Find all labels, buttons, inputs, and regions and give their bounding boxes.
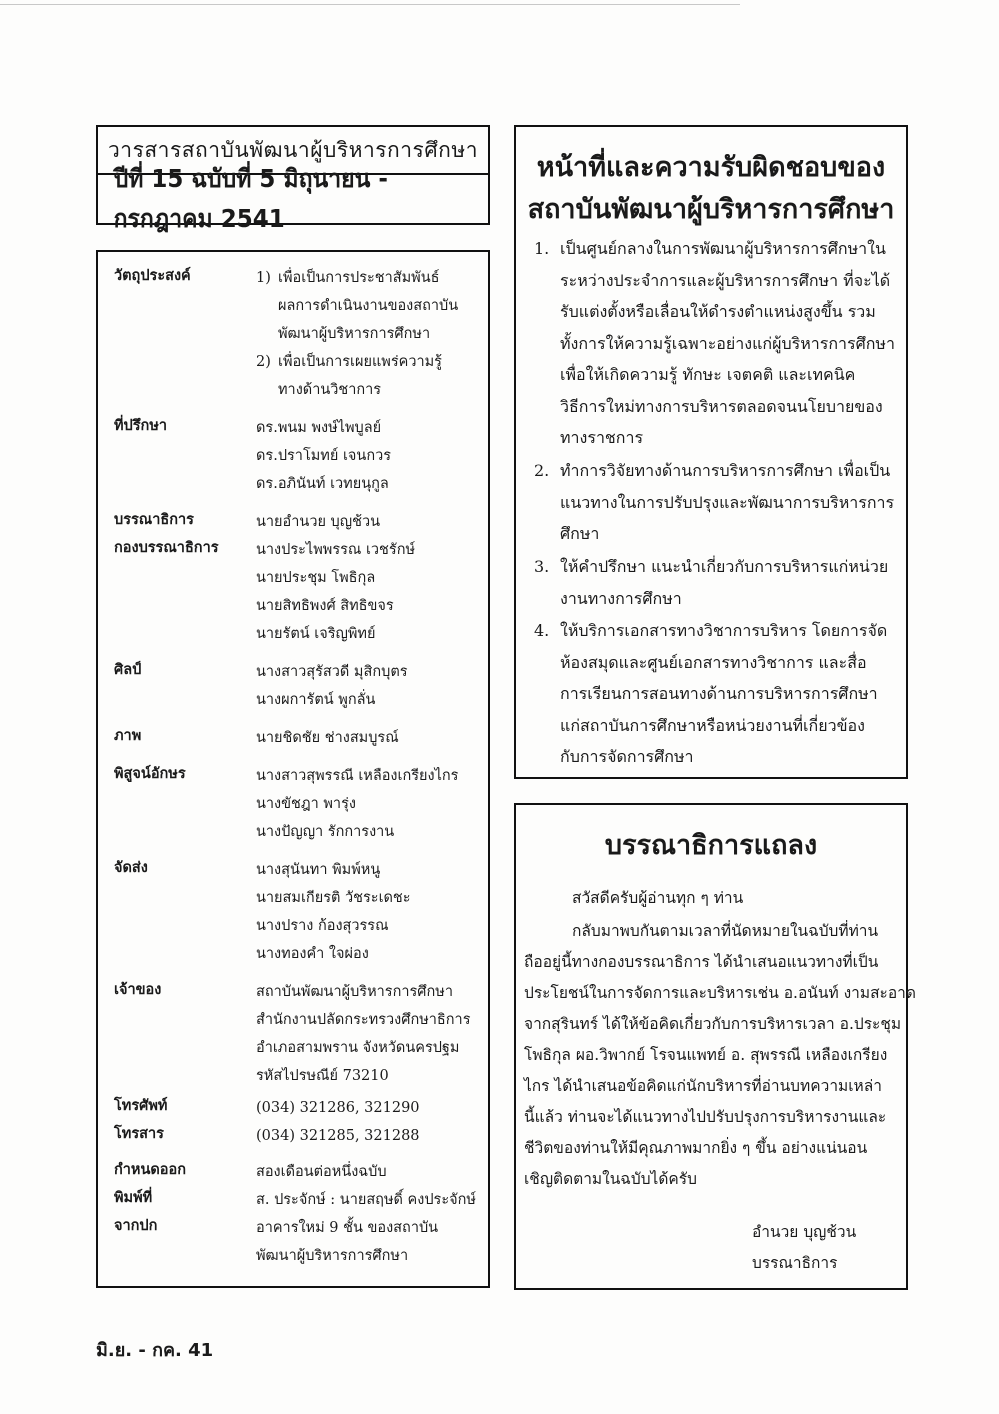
editorial-body-line: ชีวิตของท่านให้มีคุณภาพมากยิ่ง ๆ ขึ้น อย่างแน่นอน xyxy=(524,1139,868,1157)
advisor-name: ดร.ปราโมทย์ เจนกวร xyxy=(256,448,392,464)
duty-line: การเรียนการสอนทางด้านการบริหารการศึกษา xyxy=(560,684,878,703)
objective-line: พัฒนาผู้บริหารการศึกษา xyxy=(278,326,431,342)
editorial-body-line: ถืออยู่นี้ทางกองบรรณาธิการ ได้นำเสนอแนวทางที่เป็น xyxy=(524,953,879,971)
duty-number: 1. xyxy=(534,239,550,258)
editorial-body-line: ประโยชน์ในการจัดการและบริหารเช่น อ.อนันท์ งามสะอาด xyxy=(524,984,916,1002)
staff-box xyxy=(96,250,490,1288)
editorial-title: บรรณาธิการแถลง xyxy=(604,830,818,861)
journal-name: วารสารสถาบันพัฒนาผู้บริหารการศึกษา xyxy=(98,127,488,175)
duty-line: แก่สถาบันการศึกษาหรือหน่วยงานที่เกี่ยวข้อง xyxy=(560,715,865,735)
signature-title: บรรณาธิการ xyxy=(752,1254,838,1272)
distribution-name: นางทองคำ ใจผ่อง xyxy=(256,946,369,962)
duties-title-line2: สถาบันพัฒนาผู้บริหารการศึกษา xyxy=(527,194,895,225)
objective-line: ทางด้านวิชาการ xyxy=(278,382,382,398)
editor-name: นายอำนวย บุญช้วน xyxy=(256,514,381,530)
editorial-box xyxy=(514,803,916,1290)
objectives-label: วัตถุประสงค์ xyxy=(114,267,191,284)
duty-line: เป็นศูนย์กลางในการพัฒนาผู้บริหารการศึกษาใน xyxy=(560,239,886,258)
editor-label: บรรณาธิการ xyxy=(114,511,194,528)
art-name: นางสาวสุรัสวดี มุสิกบุตร xyxy=(256,664,408,680)
top-rule xyxy=(0,4,740,5)
duty-line: งานทางการศึกษา xyxy=(560,588,682,608)
masthead-box xyxy=(96,125,490,233)
proof-label: พิสูจน์อักษร xyxy=(114,765,186,782)
owner-line: สำนักงานปลัดกระทรวงศึกษาธิการ xyxy=(256,1012,471,1028)
schedule-value: สองเดือนต่อหนึ่งฉบับ xyxy=(256,1164,387,1180)
cover-label: จากปก xyxy=(114,1217,158,1234)
duty-line: ศึกษา xyxy=(560,524,600,543)
owner-line: สถาบันพัฒนาผู้บริหารการศึกษา xyxy=(256,984,453,1000)
duty-line: รับแต่งตั้งหรือเลื่อนให้ดำรงตำแหน่งสูงขึ้น รวม xyxy=(560,302,876,321)
art-label: ศิลป์ xyxy=(114,661,142,678)
owner-line: รหัสไปรษณีย์ 73210 xyxy=(256,1068,389,1084)
duty-line: ทั้งการให้ความรู้เฉพาะอย่างแก่ผู้บริหารการศึกษา xyxy=(560,333,895,353)
editorial-body-line: ไกร ได้นำเสนอข้อคิดแก่นักบริหารที่อ่านบทความเหล่า xyxy=(524,1077,882,1095)
objective-number: 1) xyxy=(256,270,271,286)
editorial-body-line: จากสุรินทร์ ได้ให้ข้อคิดเกี่ยวกับการบริหารเวลา อ.ประชุม xyxy=(524,1015,902,1033)
proof-name: นางสาวสุพรรณี เหลืองเกรียงไกร xyxy=(256,768,459,784)
editor-name: นายรัตน์ เจริญพิทย์ xyxy=(256,626,376,642)
owner-label: เจ้าของ xyxy=(114,981,162,998)
advisor-name: ดร.พนม พงษ์ไพบูลย์ xyxy=(256,420,382,436)
duty-line: ห้องสมุดและศูนย์เอกสารทางวิชาการ และสื่อ xyxy=(560,652,867,672)
editorial-body-line: โพธิกุล ผอ.วิพากย์ โรจนแพทย์ อ. สุพรรณี เหลืองเกรียง xyxy=(524,1046,888,1064)
duty-line: แนวทางในการปรับปรุงและพัฒนาการบริหารการ xyxy=(560,492,895,512)
distribution-label: จัดส่ง xyxy=(114,859,148,876)
distribution-name: นางปราง ก้องสุวรรณ xyxy=(256,918,389,934)
printer-value: ส. ประจักษ์ : นายสฤษดิ์ คงประจักษ์ xyxy=(256,1192,476,1208)
art-name: นางผการัตน์ พูกลั่น xyxy=(256,692,376,708)
schedule-label: กำหนดออก xyxy=(114,1161,187,1178)
distribution-name: นายสมเกียรติ วัชระเดชะ xyxy=(256,890,411,906)
advisors-label: ที่ปรึกษา xyxy=(114,417,168,434)
signature-name: อำนวย บุญช้วน xyxy=(752,1223,857,1241)
fax-label: โทรสาร xyxy=(114,1125,164,1142)
duties-box xyxy=(514,125,908,779)
printer-label: พิมพ์ที่ xyxy=(114,1189,153,1206)
proof-name: นางปัญญา รักการงาน xyxy=(256,824,395,840)
duty-line: วิธีการใหม่ทางการบริหารตลอดจนนโยบายของ xyxy=(560,396,883,416)
objective-line: เพื่อเป็นการประชาสัมพันธ์ xyxy=(278,270,440,286)
duty-line: กับการจัดการศึกษา xyxy=(560,747,694,766)
objective-number: 2) xyxy=(256,354,271,370)
duty-line: เพื่อให้เกิดความรู้ ทักษะ เจตคติ และเทคนิค xyxy=(560,365,856,384)
owner-line: อำเภอสามพราน จังหวัดนครปฐม xyxy=(256,1040,460,1056)
editor-name: นายสิทธิพงศ์ สิทธิขจร xyxy=(256,598,394,614)
proof-name: นางขัชฎา พารุ่ง xyxy=(256,796,356,812)
duty-number: 2. xyxy=(534,461,550,480)
cover-line: พัฒนาผู้บริหารการศึกษา xyxy=(256,1248,409,1264)
board-label: กองบรรณาธิการ xyxy=(114,539,219,556)
duties-title-line1: หน้าที่และความรับผิดชอบของ xyxy=(536,152,886,183)
editorial-body-line: เชิญติดตามในฉบับได้ครับ xyxy=(524,1170,697,1188)
editorial-greeting: สวัสดีครับผู้อ่านทุก ๆ ท่าน xyxy=(572,889,744,907)
fax-number: (034) 321285, 321288 xyxy=(256,1128,420,1144)
page-footer: มิ.ย. - กค. 41 xyxy=(96,1340,214,1361)
photo-label: ภาพ xyxy=(114,727,142,744)
editorial-body-line: กลับมาพบกันตามเวลาที่นัดหมายในฉบับที่ท่าน xyxy=(572,922,879,940)
duty-line: ให้คำปรึกษา แนะนำเกี่ยวกับการบริหารแก่หน่วย xyxy=(560,557,889,576)
editor-name: นายประชุม โพธิกุล xyxy=(256,570,376,586)
editorial-body-line: นี้แล้ว ท่านจะได้แนวทางไปปรับปรุงการบริหารงานและ xyxy=(524,1108,887,1126)
distribution-name: นางสุนันทา พิมพ์หนู xyxy=(256,862,381,878)
duty-number: 4. xyxy=(534,621,550,640)
objective-line: ผลการดำเนินงานของสถาบัน xyxy=(278,298,459,314)
editor-name: นางประไพพรรณ เวชรักษ์ xyxy=(256,542,416,558)
cover-line: อาคารใหม่ 9 ชั้น ของสถาบัน xyxy=(256,1220,439,1236)
photo-name: นายชิดชัย ช่างสมบูรณ์ xyxy=(256,730,399,746)
objective-line: เพื่อเป็นการเผยแพร่ความรู้ xyxy=(278,354,442,370)
duty-line: ทำการวิจัยทางด้านการบริหารการศึกษา เพื่อเป็น xyxy=(560,461,891,480)
phone-number: (034) 321286, 321290 xyxy=(256,1100,420,1116)
duty-line: ระหว่างประจำการและผู้บริหารการศึกษา ที่จะได้ xyxy=(560,270,891,290)
duty-line: ให้บริการเอกสารทางวิชาการบริหาร โดยการจัด xyxy=(560,621,888,640)
advisor-name: ดร.อภินันท์ เวทยนุกูล xyxy=(256,476,389,492)
issue-info: ปีที่ 15 ฉบับที่ 5 มิถุนายน - กรกฎาคม 2541 xyxy=(113,164,388,233)
phone-label: โทรศัพท์ xyxy=(114,1097,168,1114)
duty-number: 3. xyxy=(534,557,550,576)
duty-line: ทางราชการ xyxy=(560,428,644,447)
